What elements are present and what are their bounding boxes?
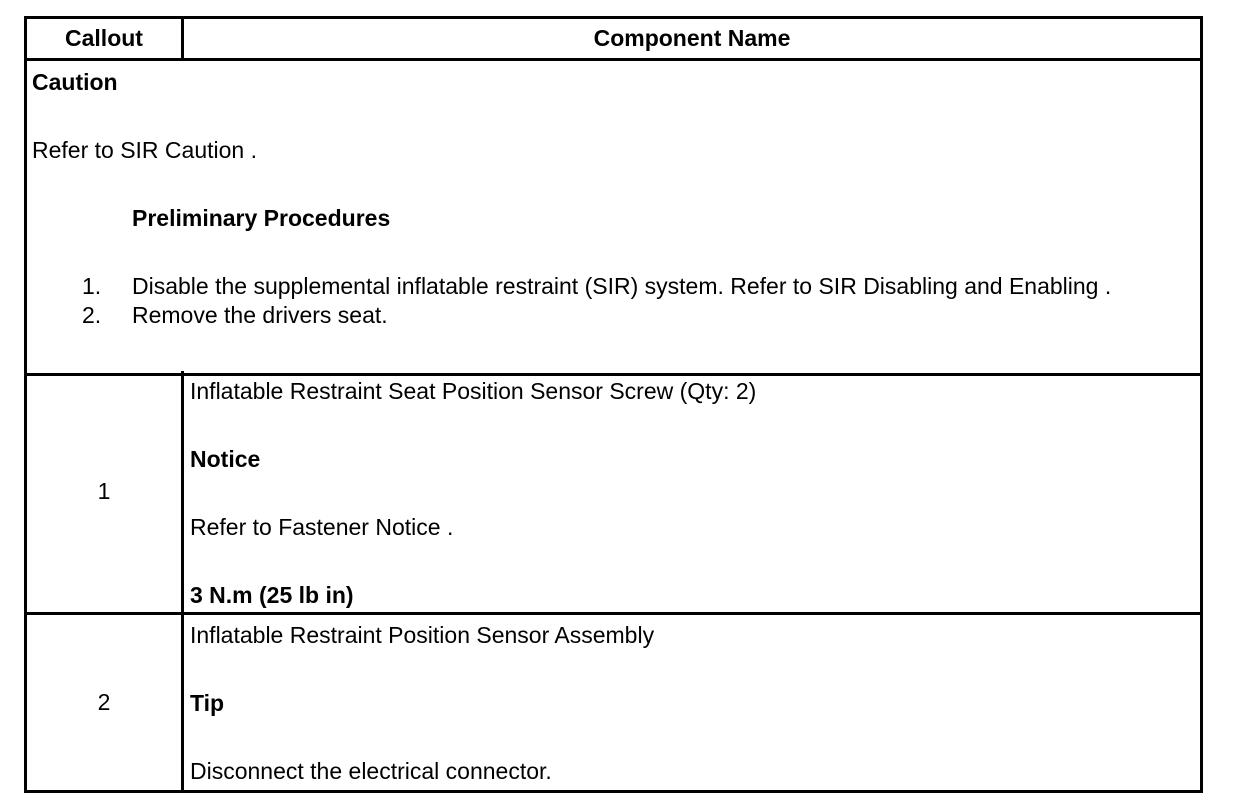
- notice-title: Notice: [190, 446, 261, 472]
- component-cell: [187, 615, 1200, 790]
- caution-title: Caution: [32, 69, 118, 95]
- step-number: 2.: [82, 302, 102, 328]
- preliminary-procedures-title: Preliminary Procedures: [132, 205, 391, 231]
- component-name: Inflatable Restraint Seat Position Sensor Screw (Qty: 2): [190, 378, 757, 404]
- tip-title: Tip: [190, 690, 225, 716]
- component-cell: [187, 371, 1200, 612]
- table-header: [27, 19, 1200, 61]
- notice-text: Refer to Fastener Notice .: [190, 514, 454, 540]
- component-name-column-header: Component Name: [593, 25, 791, 51]
- step-number: 1.: [82, 273, 102, 299]
- tip-text: Disconnect the electrical connector.: [190, 758, 552, 784]
- table-row: [27, 371, 1200, 615]
- step-text: Disable the supplemental inflatable restraint (SIR) system. Refer to SIR Disabling and Enabling .: [132, 273, 1112, 299]
- caution-refer-text: Refer to SIR Caution .: [32, 137, 257, 163]
- component-name: Inflatable Restraint Position Sensor Assembly: [190, 622, 655, 648]
- table-row: [27, 615, 1200, 790]
- step-text: Remove the drivers seat.: [132, 302, 388, 328]
- torque-spec: 3 N.m (25 lb in): [190, 582, 354, 608]
- component-table: [24, 16, 1203, 793]
- callout-number: 1: [27, 371, 184, 612]
- caution-block: [27, 61, 1200, 376]
- callout-column-header: Callout: [27, 19, 184, 58]
- callout-number: 2: [27, 615, 184, 790]
